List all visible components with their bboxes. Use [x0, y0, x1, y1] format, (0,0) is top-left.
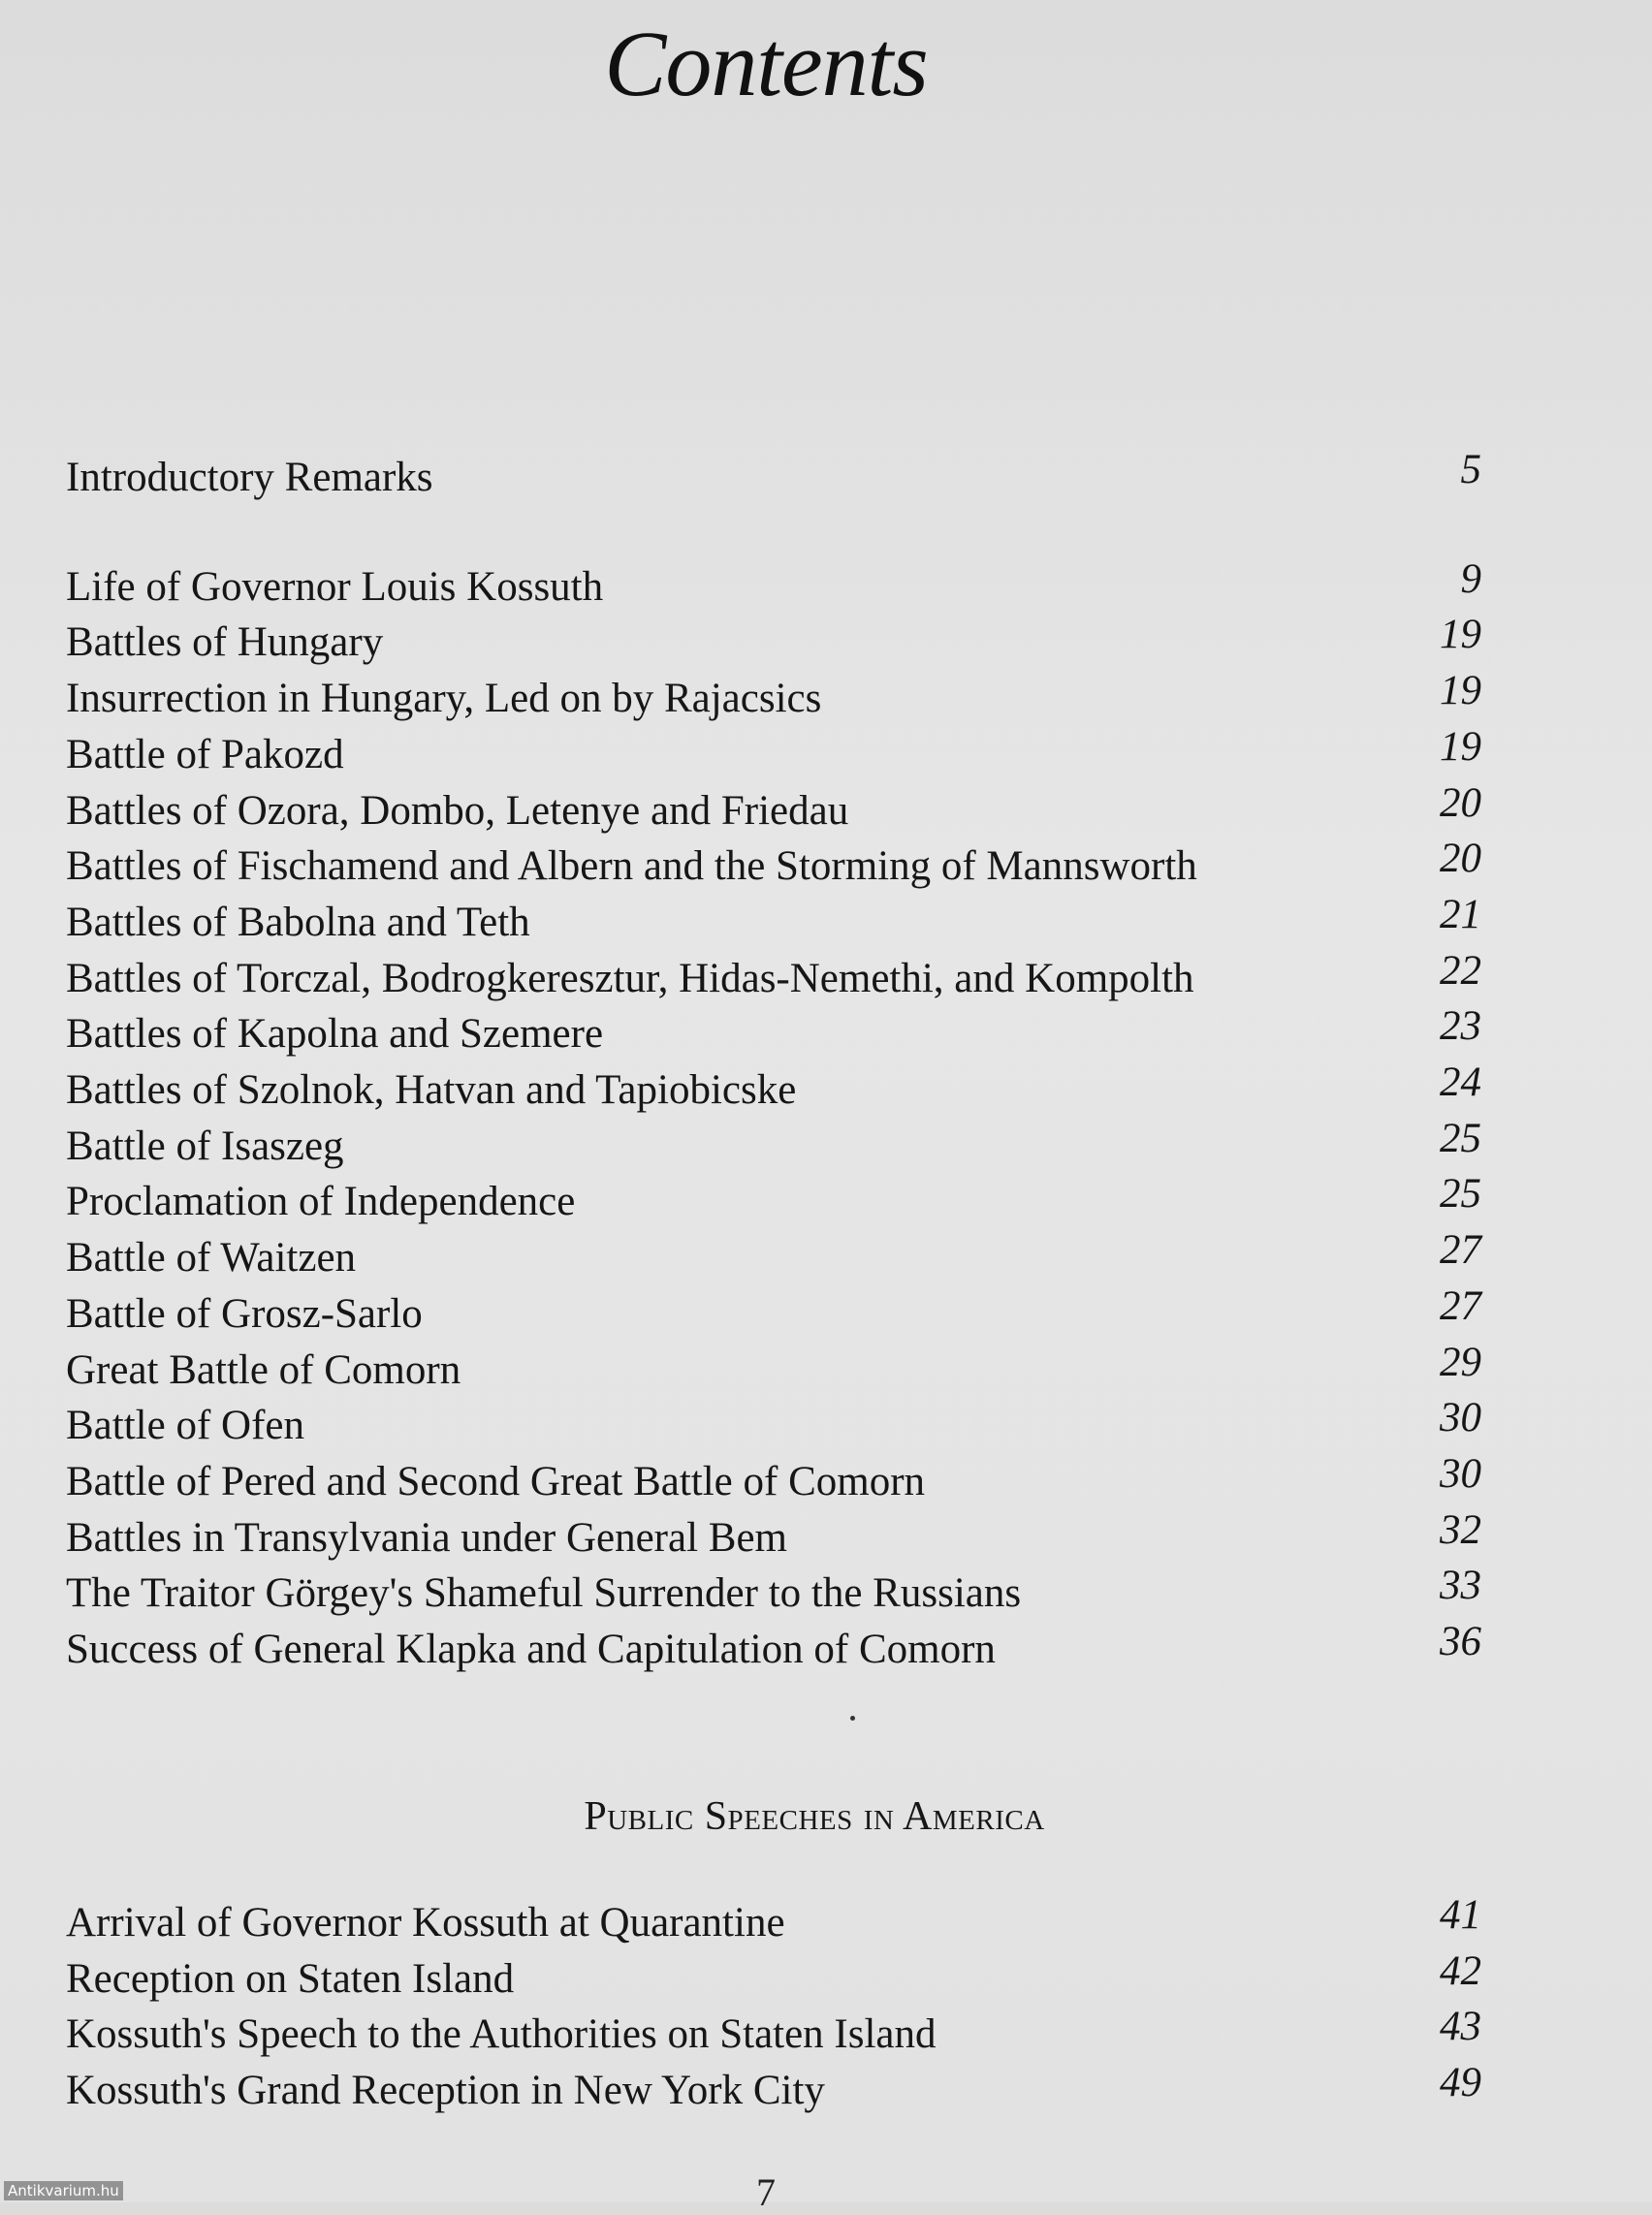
toc-entry	[66, 1563, 1481, 1622]
toc-entry-title: Kossuth's Grand Reception in New York City	[66, 2067, 825, 2113]
toc-entry-page-number: 25	[1440, 1115, 1481, 1161]
toc-entry-page-number: 19	[1440, 612, 1481, 658]
toc-entry-title: Battle of Pered and Second Great Battle of Comorn	[66, 1458, 926, 1504]
separator-dot	[850, 1716, 855, 1721]
toc-entry-title: Great Battle of Comorn	[66, 1346, 461, 1393]
page-title: Contents	[604, 12, 928, 115]
toc-entry-page-number: 25	[1440, 1171, 1481, 1218]
toc-entry-title: Introductory Remarks	[66, 455, 433, 500]
toc-entry	[66, 2004, 1481, 2063]
toc-entry-title: Battle of Ofen	[66, 1403, 304, 1449]
toc-entry-page-number: 9	[1460, 555, 1481, 602]
toc-entry-page-number: 20	[1440, 779, 1481, 826]
toc-entry	[66, 1227, 1481, 1286]
toc-entry	[66, 668, 1481, 727]
toc-entry-page-number: 24	[1440, 1060, 1481, 1105]
toc-entry-page-number: 42	[1440, 1947, 1481, 1994]
toc-entry-title: Battles of Hungary	[66, 619, 384, 666]
toc-entry	[66, 1282, 1481, 1343]
toc-entry-title: Insurrection in Hungary, Led on by Rajacsics	[66, 676, 822, 722]
toc-entry	[66, 1003, 1481, 1062]
toc-entry-page-number: 20	[1440, 836, 1481, 882]
toc-entry-page-number: 27	[1440, 1227, 1481, 1274]
toc-entry-page-number: 33	[1440, 1563, 1481, 1609]
toc-entry-page-number: 30	[1440, 1395, 1481, 1441]
toc-entry	[66, 836, 1481, 895]
toc-entry	[66, 1506, 1481, 1566]
toc-entry-page-number: 21	[1440, 891, 1481, 937]
toc-entry-title: Battle of Pakozd	[66, 731, 344, 777]
toc-entry-title: Battles of Szolnok, Hatvan and Tapiobicske	[66, 1067, 797, 1113]
toc-entry	[66, 779, 1481, 839]
toc-entry-page-number: 22	[1440, 947, 1481, 994]
toc-entry-page-number: 49	[1440, 2059, 1481, 2105]
watermark-logo: Antikvarium.hu	[4, 2181, 123, 2200]
toc-entry	[66, 555, 1481, 616]
toc-entry-page-number: 5	[1460, 447, 1481, 492]
toc-entry	[66, 1171, 1481, 1230]
toc-entry-title: Kossuth's Speech to the Authorities on Staten Island	[66, 2011, 937, 2057]
toc-entry	[66, 1892, 1481, 1951]
toc-entry	[66, 1115, 1481, 1175]
toc-entry	[66, 1062, 1481, 1119]
toc-entry-title: Battles of Torczal, Bodrogkeresztur, Hidas-Nemethi, and Kompolth	[66, 955, 1194, 1001]
toc-entry	[66, 1395, 1481, 1454]
page-number-folio: 7	[756, 2170, 776, 2214]
toc-entry-page-number: 30	[1440, 1450, 1481, 1497]
toc-entry-page-number: 19	[1440, 668, 1481, 714]
toc-entry-page-number: 43	[1440, 2004, 1481, 2049]
toc-entry-page-number: 36	[1440, 1619, 1481, 1664]
toc-entry-title: Battle of Waitzen	[66, 1235, 357, 1282]
toc-entry-page-number: 19	[1440, 723, 1481, 770]
toc-entry-title: The Traitor Görgey's Shameful Surrender to the Russians	[66, 1570, 1022, 1617]
toc-entry	[66, 1339, 1481, 1399]
toc-entry-title: Success of General Klapka and Capitulation of Comorn	[66, 1627, 996, 1672]
toc-entry-title: Battles in Transylvania under General Bem	[66, 1514, 787, 1561]
toc-entry-title: Battles of Ozora, Dombo, Letenye and Friedau	[66, 787, 849, 834]
toc-entry	[66, 723, 1481, 783]
toc-entry-title: Battle of Grosz-Sarlo	[66, 1290, 423, 1337]
toc-entry	[66, 1947, 1481, 2008]
toc-entry-title: Proclamation of Independence	[66, 1179, 576, 1225]
toc-entry-page-number: 29	[1440, 1339, 1481, 1385]
toc-entry-title: Life of Governor Louis Kossuth	[66, 563, 604, 610]
toc-entry	[66, 947, 1481, 1007]
toc-entry-page-number: 27	[1440, 1282, 1481, 1329]
toc-entry-title: Battles of Babolna and Teth	[66, 899, 530, 945]
toc-entry-title: Battle of Isaszeg	[66, 1123, 344, 1169]
toc-entry-title: Battles of Kapolna and Szemere	[66, 1011, 604, 1058]
toc-entry-title: Battles of Fischamend and Albern and the Storming of Mannsworth	[66, 843, 1197, 890]
section-heading: Public Speeches in America	[584, 1794, 1045, 1839]
toc-entry-page-number: 41	[1440, 1892, 1481, 1938]
toc-entry	[66, 891, 1481, 951]
toc-entry	[66, 447, 1481, 506]
toc-entry	[66, 1450, 1481, 1510]
toc-entry-page-number: 32	[1440, 1506, 1481, 1553]
toc-entry-title: Arrival of Governor Kossuth at Quarantine	[66, 1900, 785, 1946]
toc-entry	[66, 1619, 1481, 1678]
toc-entry	[66, 2059, 1481, 2119]
toc-entry-title: Reception on Staten Island	[66, 1955, 515, 2002]
toc-entry-page-number: 23	[1440, 1003, 1481, 1050]
toc-entry	[66, 612, 1481, 671]
